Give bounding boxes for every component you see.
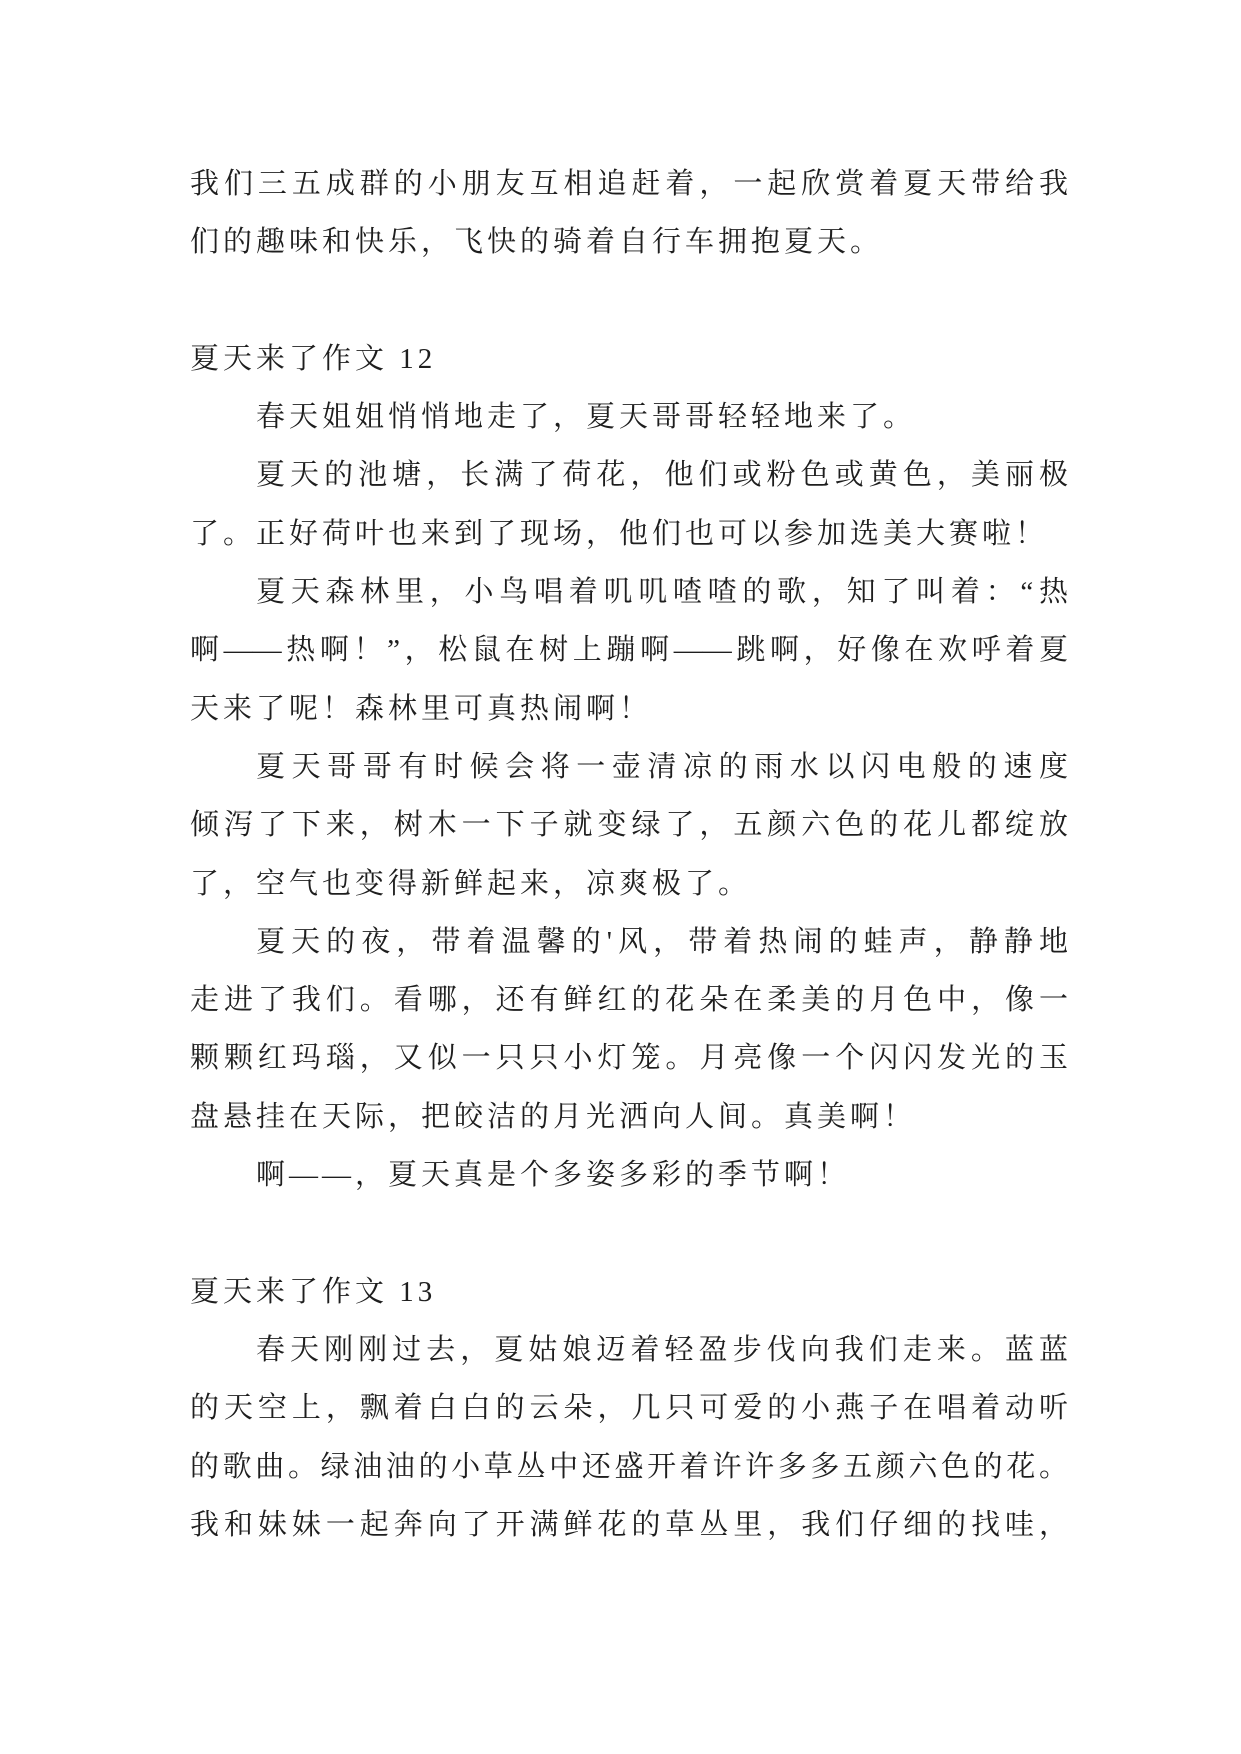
text-line: 夏天的池塘，长满了荷花，他们或粉色或黄色，美丽极 bbox=[256, 459, 1068, 492]
text-line: 颗颗红玛瑙，又似一只只小灯笼。月亮像一个闪闪发光的玉 bbox=[190, 1042, 1068, 1075]
paragraph bbox=[190, 1146, 1068, 1204]
text-line: 走进了我们。看哪，还有鲜红的花朵在柔美的月色中，像一 bbox=[190, 984, 1068, 1017]
paragraph bbox=[190, 446, 1068, 563]
paragraph bbox=[190, 155, 1068, 272]
paragraph bbox=[190, 1321, 1068, 1554]
text-line: 的歌曲。绿油油的小草丛中还盛开着许许多多五颜六色的花。 bbox=[190, 1450, 1068, 1483]
paragraph bbox=[190, 563, 1068, 738]
text-line: 们的趣味和快乐，飞快的骑着自行车拥抱夏天。 bbox=[190, 226, 884, 259]
text-line: 了，空气也变得新鲜起来，凉爽极了。 bbox=[190, 867, 752, 900]
essay-section bbox=[190, 155, 1068, 272]
paragraph bbox=[190, 913, 1068, 1146]
document-page bbox=[190, 155, 1068, 1554]
text-line: 的天空上，飘着白白的云朵，几只可爱的小燕子在唱着动听 bbox=[190, 1392, 1068, 1425]
text-line: 了。正好荷叶也来到了现场，他们也可以参加选美大赛啦！ bbox=[190, 517, 1049, 550]
text-line: 我们三五成群的小朋友互相追赶着，一起欣赏着夏天带给我 bbox=[190, 168, 1068, 200]
essay-section bbox=[190, 1263, 1068, 1554]
paragraph bbox=[190, 388, 1068, 446]
text-line: 天来了呢！森林里可真热闹啊！ bbox=[190, 692, 653, 725]
text-line: 春天姐姐悄悄地走了，夏天哥哥轻轻地来了。 bbox=[256, 401, 917, 434]
text-line: 我和妹妹一起奔向了开满鲜花的草丛里，我们仔细的找哇， bbox=[190, 1508, 1068, 1541]
essay-heading: 夏天来了作文 12 bbox=[190, 342, 437, 375]
paragraph bbox=[190, 738, 1068, 913]
text-line: 夏天的夜，带着温馨的'风，带着热闹的蛙声，静静地 bbox=[256, 925, 1068, 958]
text-line: 春天刚刚过去，夏姑娘迈着轻盈步伐向我们走来。蓝蓝 bbox=[256, 1333, 1068, 1366]
text-line: 夏天哥哥有时候会将一壶清凉的雨水以闪电般的速度 bbox=[256, 750, 1068, 783]
text-line: 倾泻了下来，树木一下子就变绿了，五颜六色的花儿都绽放 bbox=[190, 809, 1068, 842]
essay-heading: 夏天来了作文 13 bbox=[190, 1275, 437, 1308]
text-line: 啊——，夏天真是个多姿多彩的季节啊！ bbox=[256, 1159, 851, 1192]
text-line: 啊——热啊！”，松鼠在树上蹦啊——跳啊，好像在欢呼着夏 bbox=[190, 634, 1068, 667]
essay-section bbox=[190, 330, 1068, 1204]
text-line: 夏天森林里，小鸟唱着叽叽喳喳的歌，知了叫着：“热 bbox=[256, 576, 1068, 609]
text-line: 盘悬挂在天际，把皎洁的月光洒向人间。真美啊！ bbox=[190, 1100, 917, 1133]
